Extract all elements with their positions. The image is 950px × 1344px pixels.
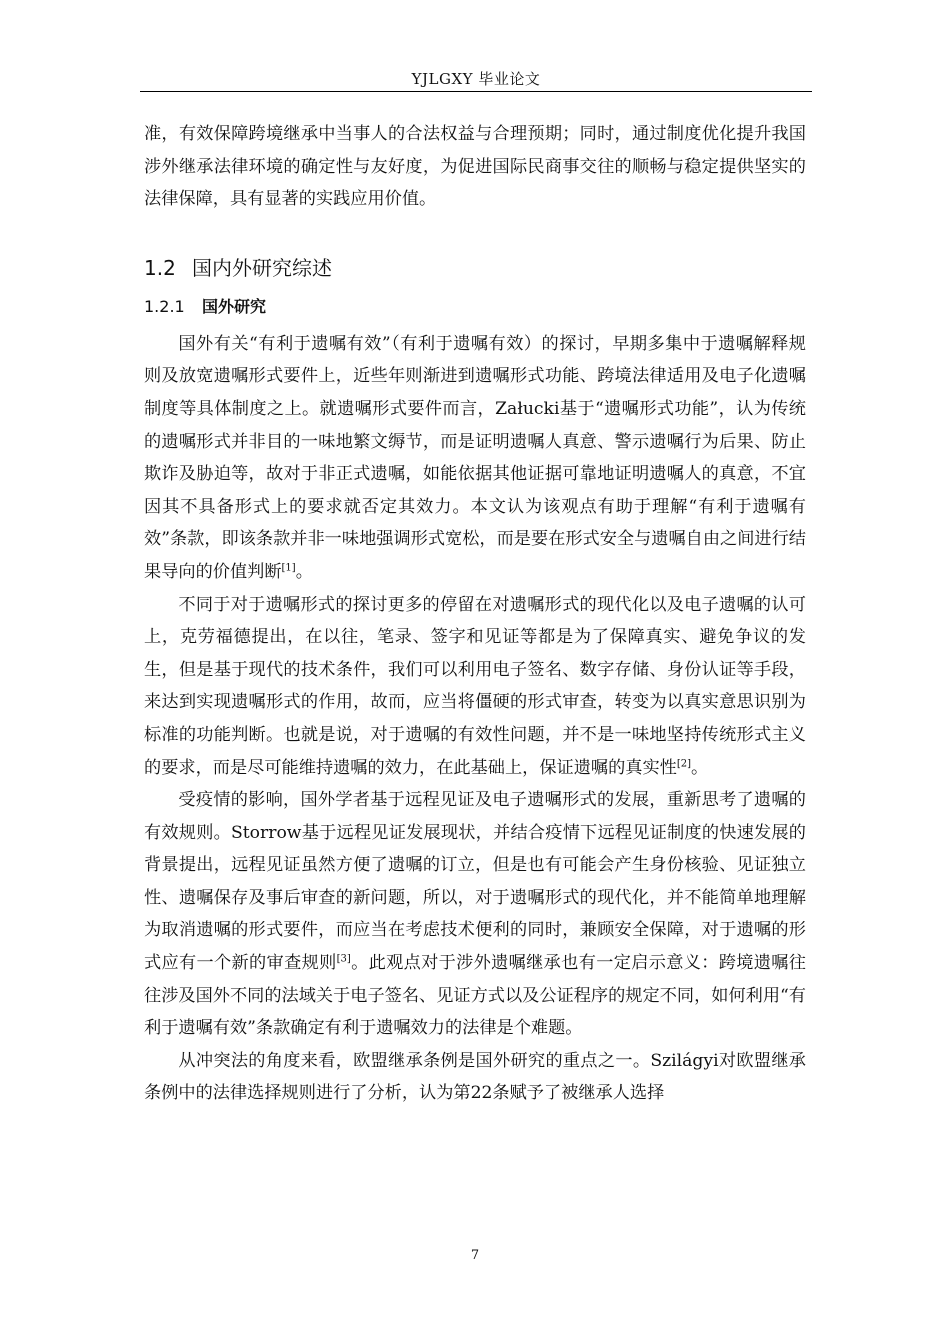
paragraph-text: 不同于对于遗嘱形式的探讨更多的停留在对遗嘱形式的现代化以及电子遗嘱的认可上，克劳福德提出，在以往，笔录、签字和见证等都是为了保障真实、避免争议的发生，但是基于现代的技术条件，我们可以利用电子签名、数字存储、身份认证等手段，来达到实现遗嘱形式的作用，故而，应当将僵硬的形式审查，转变为以真实意思识别为标准的功能判断。也就是说，对于遗嘱的有效性问题，并不是一味地坚持传统形式主义的要求，而是尽可能维持遗嘱的效力，在此基础上，保证遗嘱的真实性 [144, 594, 806, 778]
section-heading [144, 252, 806, 284]
page-content [144, 118, 806, 1110]
header-rule [140, 91, 812, 92]
paragraph-text: 受疫情的影响，国外学者基于远程见证及电子遗嘱形式的发展，重新思考了遗嘱的有效规则。Storrow基于远程见证发展现状，并结合疫情下远程见证制度的快速发展的背景提出，远程见证虽然方便了遗嘱的订立，但是也有可能会产生身份核验、见证独立性、遗嘱保存及事后审查的新问题，所以，对于遗嘱形式的现代化，并不能简单地理解为取消遗嘱的形式要件，而应当在考虑技术便利的同时，兼顾安全保障，对于遗嘱的形式应有一个新的审查规则 [144, 790, 806, 974]
continued-paragraph: 准，有效保障跨境继承中当事人的合法权益与合理预期；同时，通过制度优化提升我国涉外继承法律环境的确定性与友好度，为促进国际民商事交往的顺畅与稳定提供坚实的法律保障，具有显著的实践应用价值。 [144, 124, 806, 210]
page-number: 7 [470, 1248, 480, 1263]
subsection-heading [144, 292, 806, 322]
body-paragraph [144, 589, 806, 785]
paragraph-tail: 。 [691, 757, 709, 778]
section-title: 国内外研究综述 [192, 255, 332, 280]
running-header: YJLGXY 毕业论文 [411, 70, 541, 88]
body-paragraph [144, 784, 806, 1045]
paragraph-text: 国外有关“有利于遗嘱有效”（有利于遗嘱有效）的探讨，早期多集中于遗嘱解释规则及放宽遗嘱形式要件上，近些年则渐进到遗嘱形式功能、跨境法律适用及电子化遗嘱制度等具体制度之上。就遗嘱形式要件而言，Załucki基于“遗嘱形式功能”，认为传统的遗嘱形式并非目的一味地繁文缛节，而是证明遗嘱人真意、警示遗嘱行为后果、防止欺诈及胁迫等，故对于非正式遗嘱，如能依据其他证据可靠地证明遗嘱人的真意，不宜因其不具备形式上的要求就否定其效力。本文认为该观点有助于理解“有利于遗嘱有效”条款，即该条款并非一味地强调形式宽松，而是要在形式安全与遗嘱自由之间进行结果导向的价值判断 [144, 333, 806, 582]
paragraph-tail: 。 [295, 561, 313, 582]
paragraph-text: 从冲突法的角度来看，欧盟继承条例是国外研究的重点之一。Szilágyi对欧盟继承条例中的法律选择规则进行了分析，认为第22条赋予了被继承人选择 [144, 1050, 806, 1104]
citation-mark[interactable]: [1] [281, 562, 296, 574]
citation-mark[interactable]: [2] [676, 757, 691, 769]
body-paragraph [144, 328, 806, 589]
section-number: 1.2 [144, 255, 176, 280]
citation-mark[interactable]: [3] [336, 953, 351, 965]
body-paragraph [144, 1045, 806, 1110]
subsection-number: 1.2.1 [144, 296, 185, 316]
subsection-title: 国外研究 [202, 296, 267, 316]
paragraph-tail: 。此观点对于涉外遗嘱继承也有一定启示意义：跨境遗嘱往往涉及国外不同的法域关于电子签名、见证方式以及公证程序的规定不同，如何利用“有利于遗嘱有效”条款确定有利于遗嘱效力的法律是个难题。 [144, 953, 806, 1039]
